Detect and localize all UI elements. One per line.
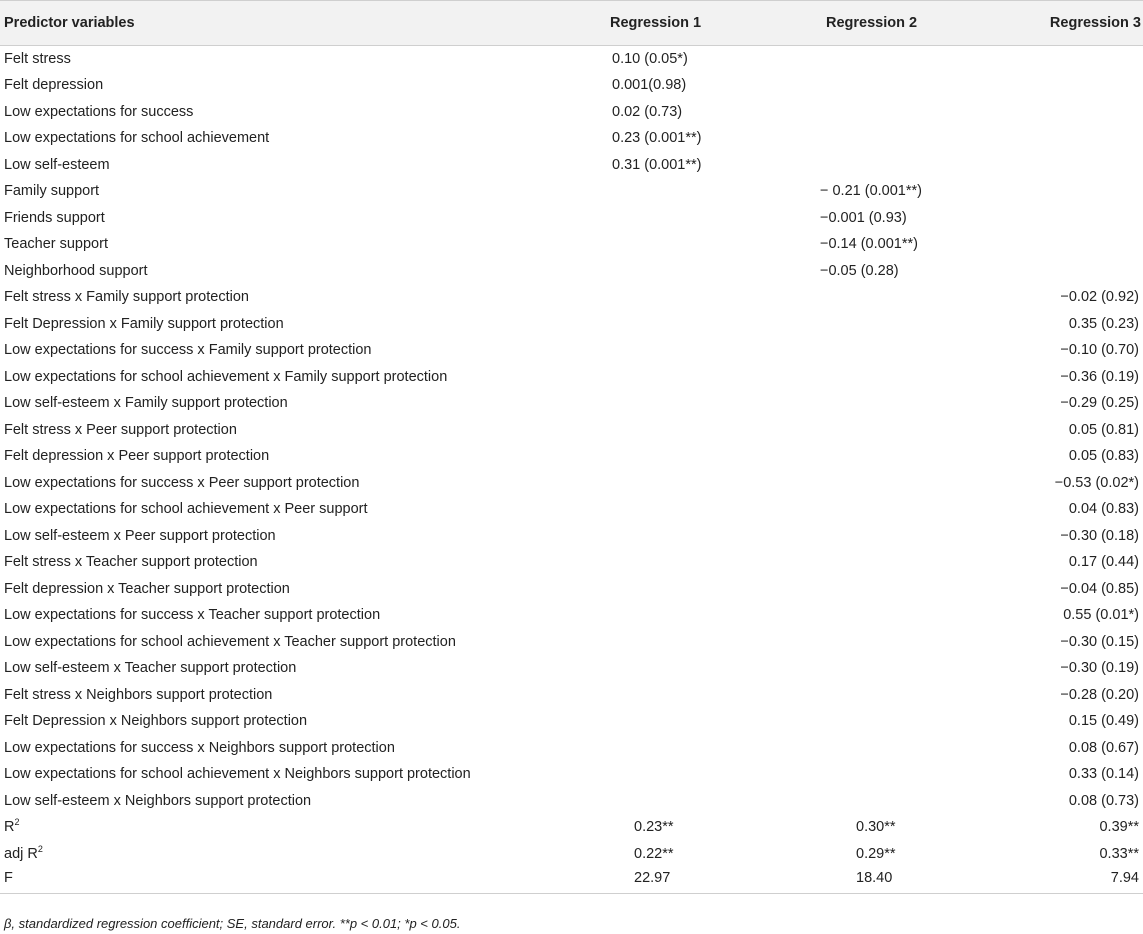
predictor-label: Felt Depression x Family support protection xyxy=(4,315,284,332)
table-row xyxy=(0,364,1143,391)
regression-1-value: 0.001(0.98) xyxy=(612,77,687,94)
stat-row-f xyxy=(0,867,1143,894)
regression-2-value xyxy=(764,602,1004,629)
predictor-label: Low expectations for school achievement x Teacher support protection xyxy=(4,633,456,650)
regression-2-value xyxy=(764,735,1004,762)
regression-2-value xyxy=(764,682,1004,709)
stat-label-r2 xyxy=(0,814,520,841)
stat-label-adj-r2-sup: 2 xyxy=(37,843,43,854)
table-row xyxy=(0,629,1143,656)
regression-2-value xyxy=(764,46,1004,73)
regression-3-value: 0.55 (0.01*) xyxy=(1063,607,1139,624)
predictor-label: Neighborhood support xyxy=(4,262,148,279)
table-row xyxy=(0,470,1143,497)
regression-3-value: −0.36 (0.19) xyxy=(1060,368,1139,385)
regression-1-value xyxy=(520,576,764,603)
regression-3-value: 0.15 (0.49) xyxy=(1068,713,1139,730)
regression-1-value: 0.10 (0.05*) xyxy=(612,51,688,67)
predictor-label: Felt Depression x Neighbors support protection xyxy=(4,713,308,730)
predictor-label: Low expectations for school achievement x Peer support xyxy=(4,501,368,518)
stat-r2-regression-1: 0.23** xyxy=(634,819,674,836)
table-row xyxy=(0,655,1143,682)
regression-2-value xyxy=(764,443,1004,470)
stat-f-regression-1: 22.97 xyxy=(520,867,764,894)
regression-3-value xyxy=(1004,258,1143,285)
regression-3-value xyxy=(1004,99,1143,126)
regression-3-value xyxy=(1004,72,1143,99)
regression-3-value: 0.05 (0.83) xyxy=(1068,448,1139,465)
regression-3-value: −0.28 (0.20) xyxy=(1060,686,1139,703)
regression-1-value xyxy=(520,417,764,444)
stat-label-f: F xyxy=(0,867,520,894)
regression-3-value: −0.10 (0.70) xyxy=(1060,342,1139,359)
predictor-label: Low self-esteem x Neighbors support protection xyxy=(4,792,312,809)
table-row xyxy=(0,152,1143,179)
regression-1-value xyxy=(520,178,764,205)
regression-2-value xyxy=(764,364,1004,391)
table-row xyxy=(0,417,1143,444)
predictor-label: Low expectations for school achievement x Family support protection xyxy=(4,368,448,385)
regression-1-value xyxy=(520,390,764,417)
predictor-label: Family support xyxy=(4,183,100,200)
regression-3-value: −0.53 (0.02*) xyxy=(1054,474,1139,491)
regression-1-value xyxy=(520,470,764,497)
regression-3-value xyxy=(1004,125,1143,152)
regression-3-value: −0.04 (0.85) xyxy=(1060,580,1139,597)
regression-3-value: 0.04 (0.83) xyxy=(1068,501,1139,518)
regression-1-value xyxy=(520,258,764,285)
regression-2-value: −0.05 (0.28) xyxy=(820,262,899,279)
table-row xyxy=(0,178,1143,205)
stat-adj-r2-regression-1: 0.22** xyxy=(634,845,674,862)
regression-3-value: −0.30 (0.15) xyxy=(1060,633,1139,650)
regression-2-value xyxy=(764,470,1004,497)
header-regression-1: Regression 1 xyxy=(520,1,764,46)
regression-3-value: −0.29 (0.25) xyxy=(1060,395,1139,412)
regression-2-value xyxy=(764,152,1004,179)
regression-3-value: 0.33 (0.14) xyxy=(1068,766,1139,783)
predictor-label: Low expectations for school achievement xyxy=(4,130,270,147)
table-row xyxy=(0,496,1143,523)
stat-row-adj-r2 xyxy=(0,841,1143,868)
regression-2-value xyxy=(764,761,1004,788)
regression-2-value xyxy=(764,655,1004,682)
predictor-label: Felt stress x Peer support protection xyxy=(4,421,237,438)
predictor-label: Felt stress x Neighbors support protection xyxy=(4,686,273,703)
regression-1-value xyxy=(520,602,764,629)
regression-1-value xyxy=(520,735,764,762)
regression-3-value xyxy=(1004,152,1143,179)
predictor-label: Low expectations for success x Peer support protection xyxy=(4,474,360,491)
regression-2-value xyxy=(764,788,1004,815)
regression-2-value xyxy=(764,417,1004,444)
predictor-label: Low self-esteem x Teacher support protection xyxy=(4,660,297,677)
predictor-label: Low expectations for success x Family support protection xyxy=(4,342,372,359)
predictor-label: Felt stress x Family support protection xyxy=(4,289,249,306)
header-row xyxy=(0,1,1143,46)
regression-3-value: 0.17 (0.44) xyxy=(1068,554,1139,571)
table-row xyxy=(0,99,1143,126)
table-row xyxy=(0,390,1143,417)
predictor-label: Felt stress x Teacher support protection xyxy=(4,554,258,571)
regression-1-value xyxy=(520,284,764,311)
table-row xyxy=(0,735,1143,762)
predictor-label: Felt depression x Teacher support protection xyxy=(4,580,290,597)
regression-1-value xyxy=(520,364,764,391)
predictor-label: Low self-esteem x Peer support protection xyxy=(4,527,276,544)
header-regression-2: Regression 2 xyxy=(764,1,1004,46)
stat-adj-r2-regression-3: 0.33** xyxy=(1099,845,1139,862)
stat-f-regression-2: 18.40 xyxy=(764,867,1004,894)
predictor-label: Felt depression xyxy=(4,77,104,94)
regression-3-value: −0.02 (0.92) xyxy=(1060,289,1139,306)
predictor-label: Low self-esteem x Family support protection xyxy=(4,395,288,412)
regression-3-value xyxy=(1004,205,1143,232)
predictor-label: Low expectations for school achievement x Neighbors support protection xyxy=(4,766,471,783)
predictor-label: Teacher support xyxy=(4,236,108,253)
regression-2-value: − 0.21 (0.001**) xyxy=(820,183,922,200)
table-row xyxy=(0,443,1143,470)
stat-row-r2 xyxy=(0,814,1143,841)
predictor-label: Low expectations for success x Teacher support protection xyxy=(4,607,381,624)
regression-1-value: 0.23 (0.001**) xyxy=(612,130,702,147)
regression-1-value: 0.31 (0.001**) xyxy=(612,156,702,173)
predictor-label: Felt depression x Peer support protection xyxy=(4,448,270,465)
regression-2-value xyxy=(764,496,1004,523)
regression-1-value xyxy=(520,205,764,232)
table-row xyxy=(0,284,1143,311)
table-row xyxy=(0,549,1143,576)
regression-2-value xyxy=(764,337,1004,364)
table-row xyxy=(0,708,1143,735)
table-row xyxy=(0,231,1143,258)
table-row xyxy=(0,682,1143,709)
predictor-label: Felt stress xyxy=(4,51,71,67)
regression-1-value xyxy=(520,549,764,576)
regression-2-value xyxy=(764,708,1004,735)
table-row xyxy=(0,72,1143,99)
regression-1-value xyxy=(520,496,764,523)
table-row xyxy=(0,46,1143,73)
regression-3-value xyxy=(1004,178,1143,205)
stat-adj-r2-regression-2: 0.29** xyxy=(856,845,896,862)
table-row xyxy=(0,602,1143,629)
header-predictor-variables: Predictor variables xyxy=(0,1,520,46)
regression-1-value xyxy=(520,311,764,338)
table-body xyxy=(0,46,1143,894)
regression-1-value xyxy=(520,337,764,364)
table-row xyxy=(0,523,1143,550)
header-regression-3: Regression 3 xyxy=(1004,1,1143,46)
stat-label-r2-text: R xyxy=(4,819,15,836)
table-row xyxy=(0,205,1143,232)
regression-1-value xyxy=(520,523,764,550)
regression-2-value: −0.001 (0.93) xyxy=(820,209,907,226)
regression-2-value xyxy=(764,311,1004,338)
regression-1-value xyxy=(520,443,764,470)
regression-1-value xyxy=(520,761,764,788)
regression-1-value xyxy=(520,682,764,709)
predictor-label: Low self-esteem xyxy=(4,156,110,173)
table-row xyxy=(0,761,1143,788)
regression-1-value xyxy=(520,708,764,735)
stat-r2-regression-3: 0.39** xyxy=(1099,819,1139,836)
regression-2-value xyxy=(764,523,1004,550)
stat-f-regression-3: 7.94 xyxy=(1004,867,1143,894)
table-row xyxy=(0,258,1143,285)
regression-1-value xyxy=(520,788,764,815)
stat-label-adj-r2 xyxy=(0,841,520,868)
regression-1-value xyxy=(520,655,764,682)
stat-label-adj-r2-text: adj R xyxy=(4,845,38,862)
regression-2-value xyxy=(764,629,1004,656)
table-row xyxy=(0,337,1143,364)
table-row xyxy=(0,125,1143,152)
table-row xyxy=(0,788,1143,815)
regression-1-value xyxy=(520,629,764,656)
stat-label-r2-sup: 2 xyxy=(14,817,20,828)
predictor-label: Low expectations for success xyxy=(4,103,194,120)
regression-3-value: 0.05 (0.81) xyxy=(1068,421,1139,438)
regression-2-value xyxy=(764,576,1004,603)
regression-3-value xyxy=(1004,46,1143,73)
regression-3-value xyxy=(1004,231,1143,258)
regression-2-value xyxy=(764,125,1004,152)
regression-2-value xyxy=(764,99,1004,126)
stat-r2-regression-2: 0.30** xyxy=(856,819,896,836)
regression-3-value: −0.30 (0.19) xyxy=(1060,660,1139,677)
regression-2-value xyxy=(764,549,1004,576)
regression-2-value: −0.14 (0.001**) xyxy=(820,236,918,253)
regression-1-value: 0.02 (0.73) xyxy=(612,103,683,120)
table-row xyxy=(0,311,1143,338)
regression-3-value: 0.08 (0.73) xyxy=(1068,792,1139,809)
regression-3-value: 0.08 (0.67) xyxy=(1068,739,1139,756)
regression-3-value: 0.35 (0.23) xyxy=(1068,315,1139,332)
regression-3-value: −0.30 (0.18) xyxy=(1060,527,1139,544)
regression-2-value xyxy=(764,390,1004,417)
table-row xyxy=(0,576,1143,603)
regression-2-value xyxy=(764,284,1004,311)
predictor-label: Friends support xyxy=(4,209,105,226)
regression-2-value xyxy=(764,72,1004,99)
predictor-label: Low expectations for success x Neighbors support protection xyxy=(4,739,395,756)
regression-1-value xyxy=(520,231,764,258)
table-footnote: β, standardized regression coefficient; SE, standard error. **p < 0.01; *p < 0.05. xyxy=(4,916,461,931)
